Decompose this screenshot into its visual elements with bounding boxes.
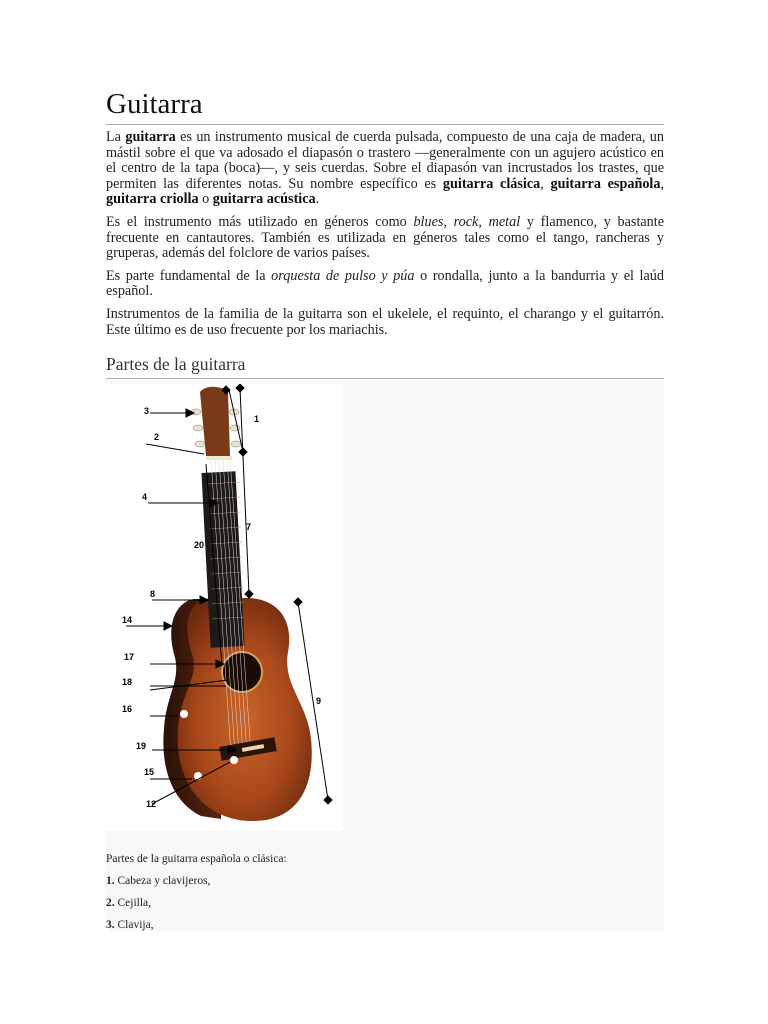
text-run: , — [540, 175, 551, 192]
parts-list — [106, 874, 210, 940]
italic-term: metal — [488, 213, 521, 230]
diagram-label: 12 — [146, 799, 157, 809]
section-divider — [106, 378, 664, 379]
diagram-label: 19 — [136, 741, 147, 751]
bold-term: guitarra — [125, 129, 176, 145]
text-run: o — [198, 191, 213, 208]
diagram-label: 3 — [144, 406, 150, 416]
paragraph-intro — [106, 130, 664, 208]
list-item — [106, 918, 210, 940]
diagram-label: 15 — [144, 767, 155, 777]
text-run: , — [478, 213, 489, 230]
diagram-label: 20 — [194, 540, 205, 550]
diagram-label: 14 — [122, 615, 133, 625]
text-run: y flamenco, y bastante frecuente en cantautores. También es utilizada en géneros tales como el tango, rancheras y gruperas, además del folclore de varios países. — [106, 213, 665, 262]
text-run: Es el instrumento más utilizado en géneros como — [106, 213, 414, 230]
text-run: es un instrumento musical de cuerda pulsada, compuesto de una caja de madera, un mástil sobre el que va adosado el diapasón o trastero —generalmente con un agujero acústico en el centro de la tapa (boca)—, y seis cuerdas. Sobre el diapasón van incrustados los trastes, que permiten las diferentes notas. Su nombre específico es — [106, 129, 664, 192]
italic-term: rock — [453, 213, 479, 230]
list-item — [106, 896, 210, 918]
section-heading: Partes de la guitarra — [106, 354, 246, 374]
part-label: Cejilla, — [114, 897, 152, 909]
bold-term: guitarra criolla — [106, 191, 199, 208]
text-run: o rondalla, junto a la bandurria y el laúd español. — [106, 267, 664, 300]
bold-term: guitarra clásica — [442, 175, 541, 192]
guitar-top — [178, 598, 312, 821]
diagram-label: 9 — [316, 696, 322, 706]
guitar-diagram — [106, 384, 343, 830]
marker-dot-12 — [230, 756, 238, 764]
diagram-label: 16 — [122, 704, 133, 714]
diagram-label: 4 — [142, 492, 148, 502]
bold-term: guitarra española — [550, 175, 661, 192]
diagram-label: 17 — [124, 652, 135, 662]
list-item — [106, 874, 210, 896]
title-divider — [106, 124, 664, 125]
part-number: 1. — [106, 875, 115, 887]
part-label: Clavija, — [114, 919, 154, 931]
page-title: Guitarra — [106, 88, 203, 120]
marker-dot-16 — [180, 710, 188, 718]
text-run: La — [106, 129, 126, 145]
sound-hole — [222, 652, 262, 692]
text-run: Es parte fundamental de la — [106, 267, 272, 284]
figure-caption: Partes de la guitarra española o clásica: — [106, 853, 287, 865]
diagram-label: 7 — [246, 522, 252, 532]
italic-term: orquesta de pulso y púa — [271, 267, 415, 284]
text-run: . — [315, 191, 320, 208]
paragraph-orquesta — [106, 269, 664, 300]
paragraph-genres — [106, 215, 664, 262]
paragraph-family: Instrumentos de la familia de la guitarra son el ukelele, el requinto, el charango y el guitarrón. Este último es de uso frecuente por los mariachis. — [106, 305, 664, 338]
italic-term: blues — [413, 213, 444, 230]
text-run: , — [443, 213, 454, 230]
diagram-label: 18 — [122, 677, 133, 687]
bold-term: guitarra acústica — [212, 191, 316, 208]
diagram-label: 2 — [154, 432, 160, 442]
part-label: Cabeza y clavijeros, — [114, 875, 211, 887]
diagram-label: 8 — [150, 589, 156, 599]
article-body — [106, 130, 664, 345]
part-number: 2. — [106, 897, 115, 909]
text-run: , — [660, 175, 665, 192]
part-number: 3. — [106, 919, 115, 931]
diagram-label: 1 — [254, 414, 260, 424]
